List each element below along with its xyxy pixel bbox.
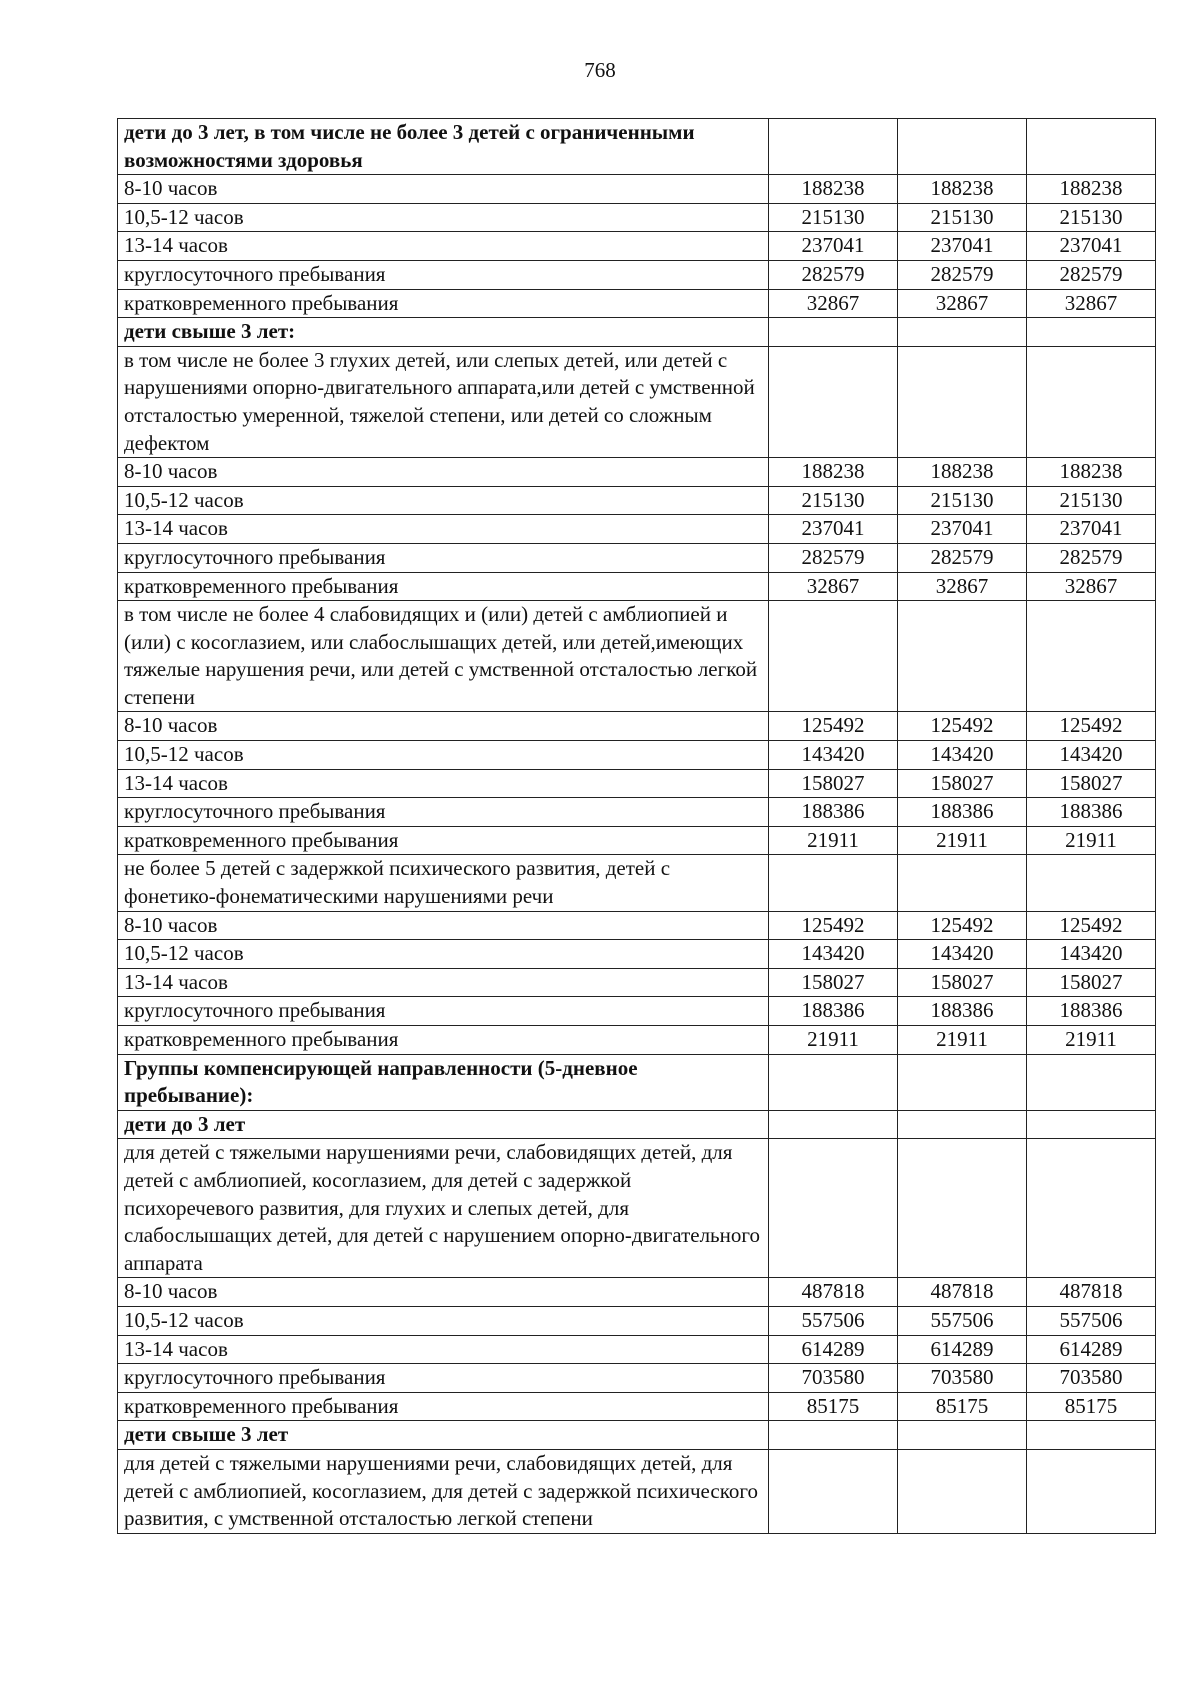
value-cell-2: 237041 [898, 232, 1027, 261]
value-cell-2: 215130 [898, 486, 1027, 515]
value-cell-1 [769, 1421, 898, 1450]
value-cell-3: 32867 [1027, 572, 1156, 601]
row-label: кратковременного пребывания [118, 1392, 769, 1421]
value-cell-1: 143420 [769, 741, 898, 770]
value-cell-1: 158027 [769, 769, 898, 798]
value-cell-3: 21911 [1027, 826, 1156, 855]
value-cell-1 [769, 1139, 898, 1278]
table-row [118, 601, 1156, 712]
value-cell-3: 85175 [1027, 1392, 1156, 1421]
row-label: кратковременного пребывания [118, 572, 769, 601]
table-row [118, 1139, 1156, 1278]
table-row [118, 968, 1156, 997]
row-label: для детей с тяжелыми нарушениями речи, слабовидящих детей, для детей с амблиопией, косоглазием, для детей с задержкой психоречевого развития, для глухих и слепых детей, для слабослышащих детей, для детей с нарушением опорно-двигательного аппарата [118, 1139, 769, 1278]
value-cell-3: 215130 [1027, 486, 1156, 515]
value-cell-1 [769, 1054, 898, 1110]
table-row [118, 543, 1156, 572]
value-cell-3: 282579 [1027, 260, 1156, 289]
value-cell-1: 125492 [769, 712, 898, 741]
value-cell-3: 158027 [1027, 968, 1156, 997]
section-header-row [118, 318, 1156, 347]
value-cell-1: 143420 [769, 940, 898, 969]
value-cell-3: 125492 [1027, 911, 1156, 940]
value-cell-1: 32867 [769, 572, 898, 601]
table-row [118, 458, 1156, 487]
value-cell-2 [898, 1110, 1027, 1139]
row-label: дети свыше 3 лет [118, 1421, 769, 1450]
value-cell-3: 188238 [1027, 175, 1156, 204]
row-label: в том числе не более 3 глухих детей, или слепых детей, или детей с нарушениями опорно-двигательного аппарата,или детей с умственной отсталостью умеренной, тяжелой степени, или детей со сложным дефектом [118, 346, 769, 457]
row-label: для детей с тяжелыми нарушениями речи, слабовидящих детей, для детей с амблиопией, косоглазием, для детей с задержкой психического развития, с умственной отсталостью легкой степени [118, 1449, 769, 1533]
row-label: круглосуточного пребывания [118, 260, 769, 289]
value-cell-2 [898, 855, 1027, 911]
table-row [118, 1364, 1156, 1393]
table-row [118, 712, 1156, 741]
table-row [118, 486, 1156, 515]
row-label: 13-14 часов [118, 769, 769, 798]
table-row [118, 855, 1156, 911]
value-cell-1: 188238 [769, 458, 898, 487]
value-cell-1 [769, 1449, 898, 1533]
value-cell-2 [898, 1421, 1027, 1450]
row-label: 8-10 часов [118, 1278, 769, 1307]
value-cell-3: 614289 [1027, 1335, 1156, 1364]
row-label: 8-10 часов [118, 911, 769, 940]
row-label: 13-14 часов [118, 232, 769, 261]
value-cell-1: 282579 [769, 260, 898, 289]
value-cell-3: 188386 [1027, 798, 1156, 827]
section-header-row [118, 119, 1156, 175]
value-cell-1 [769, 601, 898, 712]
value-cell-3: 237041 [1027, 515, 1156, 544]
value-cell-2: 32867 [898, 289, 1027, 318]
value-cell-1: 158027 [769, 968, 898, 997]
value-cell-1 [769, 346, 898, 457]
value-cell-3 [1027, 1449, 1156, 1533]
table-row [118, 997, 1156, 1026]
value-cell-2: 487818 [898, 1278, 1027, 1307]
table-row [118, 175, 1156, 204]
value-cell-3: 143420 [1027, 741, 1156, 770]
value-cell-2: 188238 [898, 458, 1027, 487]
row-label: Группы компенсирующей направленности (5-дневное пребывание): [118, 1054, 769, 1110]
row-label: 10,5-12 часов [118, 741, 769, 770]
table-row [118, 572, 1156, 601]
value-cell-2: 237041 [898, 515, 1027, 544]
value-cell-2: 282579 [898, 260, 1027, 289]
value-cell-3: 125492 [1027, 712, 1156, 741]
value-cell-1: 32867 [769, 289, 898, 318]
tariff-table-body [118, 119, 1156, 1534]
table-row [118, 1335, 1156, 1364]
row-label: 10,5-12 часов [118, 203, 769, 232]
value-cell-2 [898, 1449, 1027, 1533]
value-cell-2: 215130 [898, 203, 1027, 232]
value-cell-1: 614289 [769, 1335, 898, 1364]
value-cell-2: 125492 [898, 712, 1027, 741]
row-label: 8-10 часов [118, 712, 769, 741]
value-cell-1: 237041 [769, 515, 898, 544]
value-cell-2 [898, 1139, 1027, 1278]
row-label: дети до 3 лет, в том числе не более 3 детей с ограниченными возможностями здоровья [118, 119, 769, 175]
value-cell-1 [769, 1110, 898, 1139]
table-row [118, 232, 1156, 261]
value-cell-3: 487818 [1027, 1278, 1156, 1307]
value-cell-3: 188238 [1027, 458, 1156, 487]
value-cell-2: 614289 [898, 1335, 1027, 1364]
value-cell-1: 188386 [769, 798, 898, 827]
row-label: 10,5-12 часов [118, 1306, 769, 1335]
value-cell-2: 143420 [898, 741, 1027, 770]
value-cell-3: 703580 [1027, 1364, 1156, 1393]
value-cell-2: 703580 [898, 1364, 1027, 1393]
section-header-row [118, 1110, 1156, 1139]
page-number: 768 [584, 58, 616, 82]
value-cell-3 [1027, 318, 1156, 347]
value-cell-1: 85175 [769, 1392, 898, 1421]
row-label: 8-10 часов [118, 175, 769, 204]
value-cell-1: 215130 [769, 203, 898, 232]
value-cell-1: 487818 [769, 1278, 898, 1307]
value-cell-1: 703580 [769, 1364, 898, 1393]
value-cell-2: 32867 [898, 572, 1027, 601]
value-cell-3 [1027, 346, 1156, 457]
value-cell-1 [769, 855, 898, 911]
value-cell-2: 21911 [898, 826, 1027, 855]
value-cell-1: 557506 [769, 1306, 898, 1335]
value-cell-1: 125492 [769, 911, 898, 940]
table-row [118, 1026, 1156, 1055]
table-row [118, 826, 1156, 855]
value-cell-2: 188386 [898, 798, 1027, 827]
table-row [118, 1306, 1156, 1335]
value-cell-3: 188386 [1027, 997, 1156, 1026]
value-cell-2 [898, 119, 1027, 175]
value-cell-2: 158027 [898, 968, 1027, 997]
table-row [118, 260, 1156, 289]
value-cell-1: 21911 [769, 1026, 898, 1055]
value-cell-3 [1027, 1139, 1156, 1278]
table-row [118, 940, 1156, 969]
value-cell-2 [898, 601, 1027, 712]
row-label: 13-14 часов [118, 968, 769, 997]
value-cell-1: 188238 [769, 175, 898, 204]
value-cell-2: 85175 [898, 1392, 1027, 1421]
value-cell-2: 557506 [898, 1306, 1027, 1335]
value-cell-3: 158027 [1027, 769, 1156, 798]
table-row [118, 1449, 1156, 1533]
value-cell-1 [769, 119, 898, 175]
table-row [118, 798, 1156, 827]
table-row [118, 741, 1156, 770]
row-label: кратковременного пребывания [118, 826, 769, 855]
section-header-row [118, 1054, 1156, 1110]
value-cell-1: 215130 [769, 486, 898, 515]
value-cell-3: 237041 [1027, 232, 1156, 261]
tariff-table [117, 118, 1156, 1534]
row-label: кратковременного пребывания [118, 1026, 769, 1055]
value-cell-2: 188386 [898, 997, 1027, 1026]
value-cell-1: 188386 [769, 997, 898, 1026]
value-cell-3 [1027, 601, 1156, 712]
row-label: кратковременного пребывания [118, 289, 769, 318]
row-label: 8-10 часов [118, 458, 769, 487]
table-row [118, 1278, 1156, 1307]
value-cell-3: 143420 [1027, 940, 1156, 969]
value-cell-2 [898, 1054, 1027, 1110]
row-label: дети свыше 3 лет: [118, 318, 769, 347]
value-cell-3 [1027, 1054, 1156, 1110]
value-cell-3 [1027, 119, 1156, 175]
row-label: 10,5-12 часов [118, 940, 769, 969]
value-cell-2: 143420 [898, 940, 1027, 969]
section-header-row [118, 1421, 1156, 1450]
table-row [118, 289, 1156, 318]
table-row [118, 203, 1156, 232]
row-label: круглосуточного пребывания [118, 543, 769, 572]
table-row [118, 515, 1156, 544]
value-cell-2: 188238 [898, 175, 1027, 204]
row-label: круглосуточного пребывания [118, 997, 769, 1026]
table-row [118, 911, 1156, 940]
value-cell-3: 32867 [1027, 289, 1156, 318]
value-cell-2 [898, 346, 1027, 457]
value-cell-2: 158027 [898, 769, 1027, 798]
value-cell-3 [1027, 1421, 1156, 1450]
value-cell-1: 237041 [769, 232, 898, 261]
value-cell-3 [1027, 855, 1156, 911]
value-cell-3: 215130 [1027, 203, 1156, 232]
table-row [118, 1392, 1156, 1421]
value-cell-3 [1027, 1110, 1156, 1139]
table-row [118, 769, 1156, 798]
table-row [118, 346, 1156, 457]
value-cell-3: 282579 [1027, 543, 1156, 572]
value-cell-1: 21911 [769, 826, 898, 855]
row-label: дети до 3 лет [118, 1110, 769, 1139]
value-cell-2 [898, 318, 1027, 347]
value-cell-1 [769, 318, 898, 347]
row-label: 13-14 часов [118, 1335, 769, 1364]
row-label: в том числе не более 4 слабовидящих и (или) детей с амблиопией и (или) с косоглазием, или слабослышащих детей, или детей,имеющих тяжелые нарушения речи, или детей с умственной отсталостью легкой степени [118, 601, 769, 712]
value-cell-1: 282579 [769, 543, 898, 572]
value-cell-2: 125492 [898, 911, 1027, 940]
row-label: круглосуточного пребывания [118, 1364, 769, 1393]
value-cell-2: 21911 [898, 1026, 1027, 1055]
value-cell-2: 282579 [898, 543, 1027, 572]
row-label: 10,5-12 часов [118, 486, 769, 515]
row-label: 13-14 часов [118, 515, 769, 544]
value-cell-3: 21911 [1027, 1026, 1156, 1055]
row-label: круглосуточного пребывания [118, 798, 769, 827]
value-cell-3: 557506 [1027, 1306, 1156, 1335]
row-label: не более 5 детей с задержкой психического развития, детей с фонетико-фонематическими нарушениями речи [118, 855, 769, 911]
